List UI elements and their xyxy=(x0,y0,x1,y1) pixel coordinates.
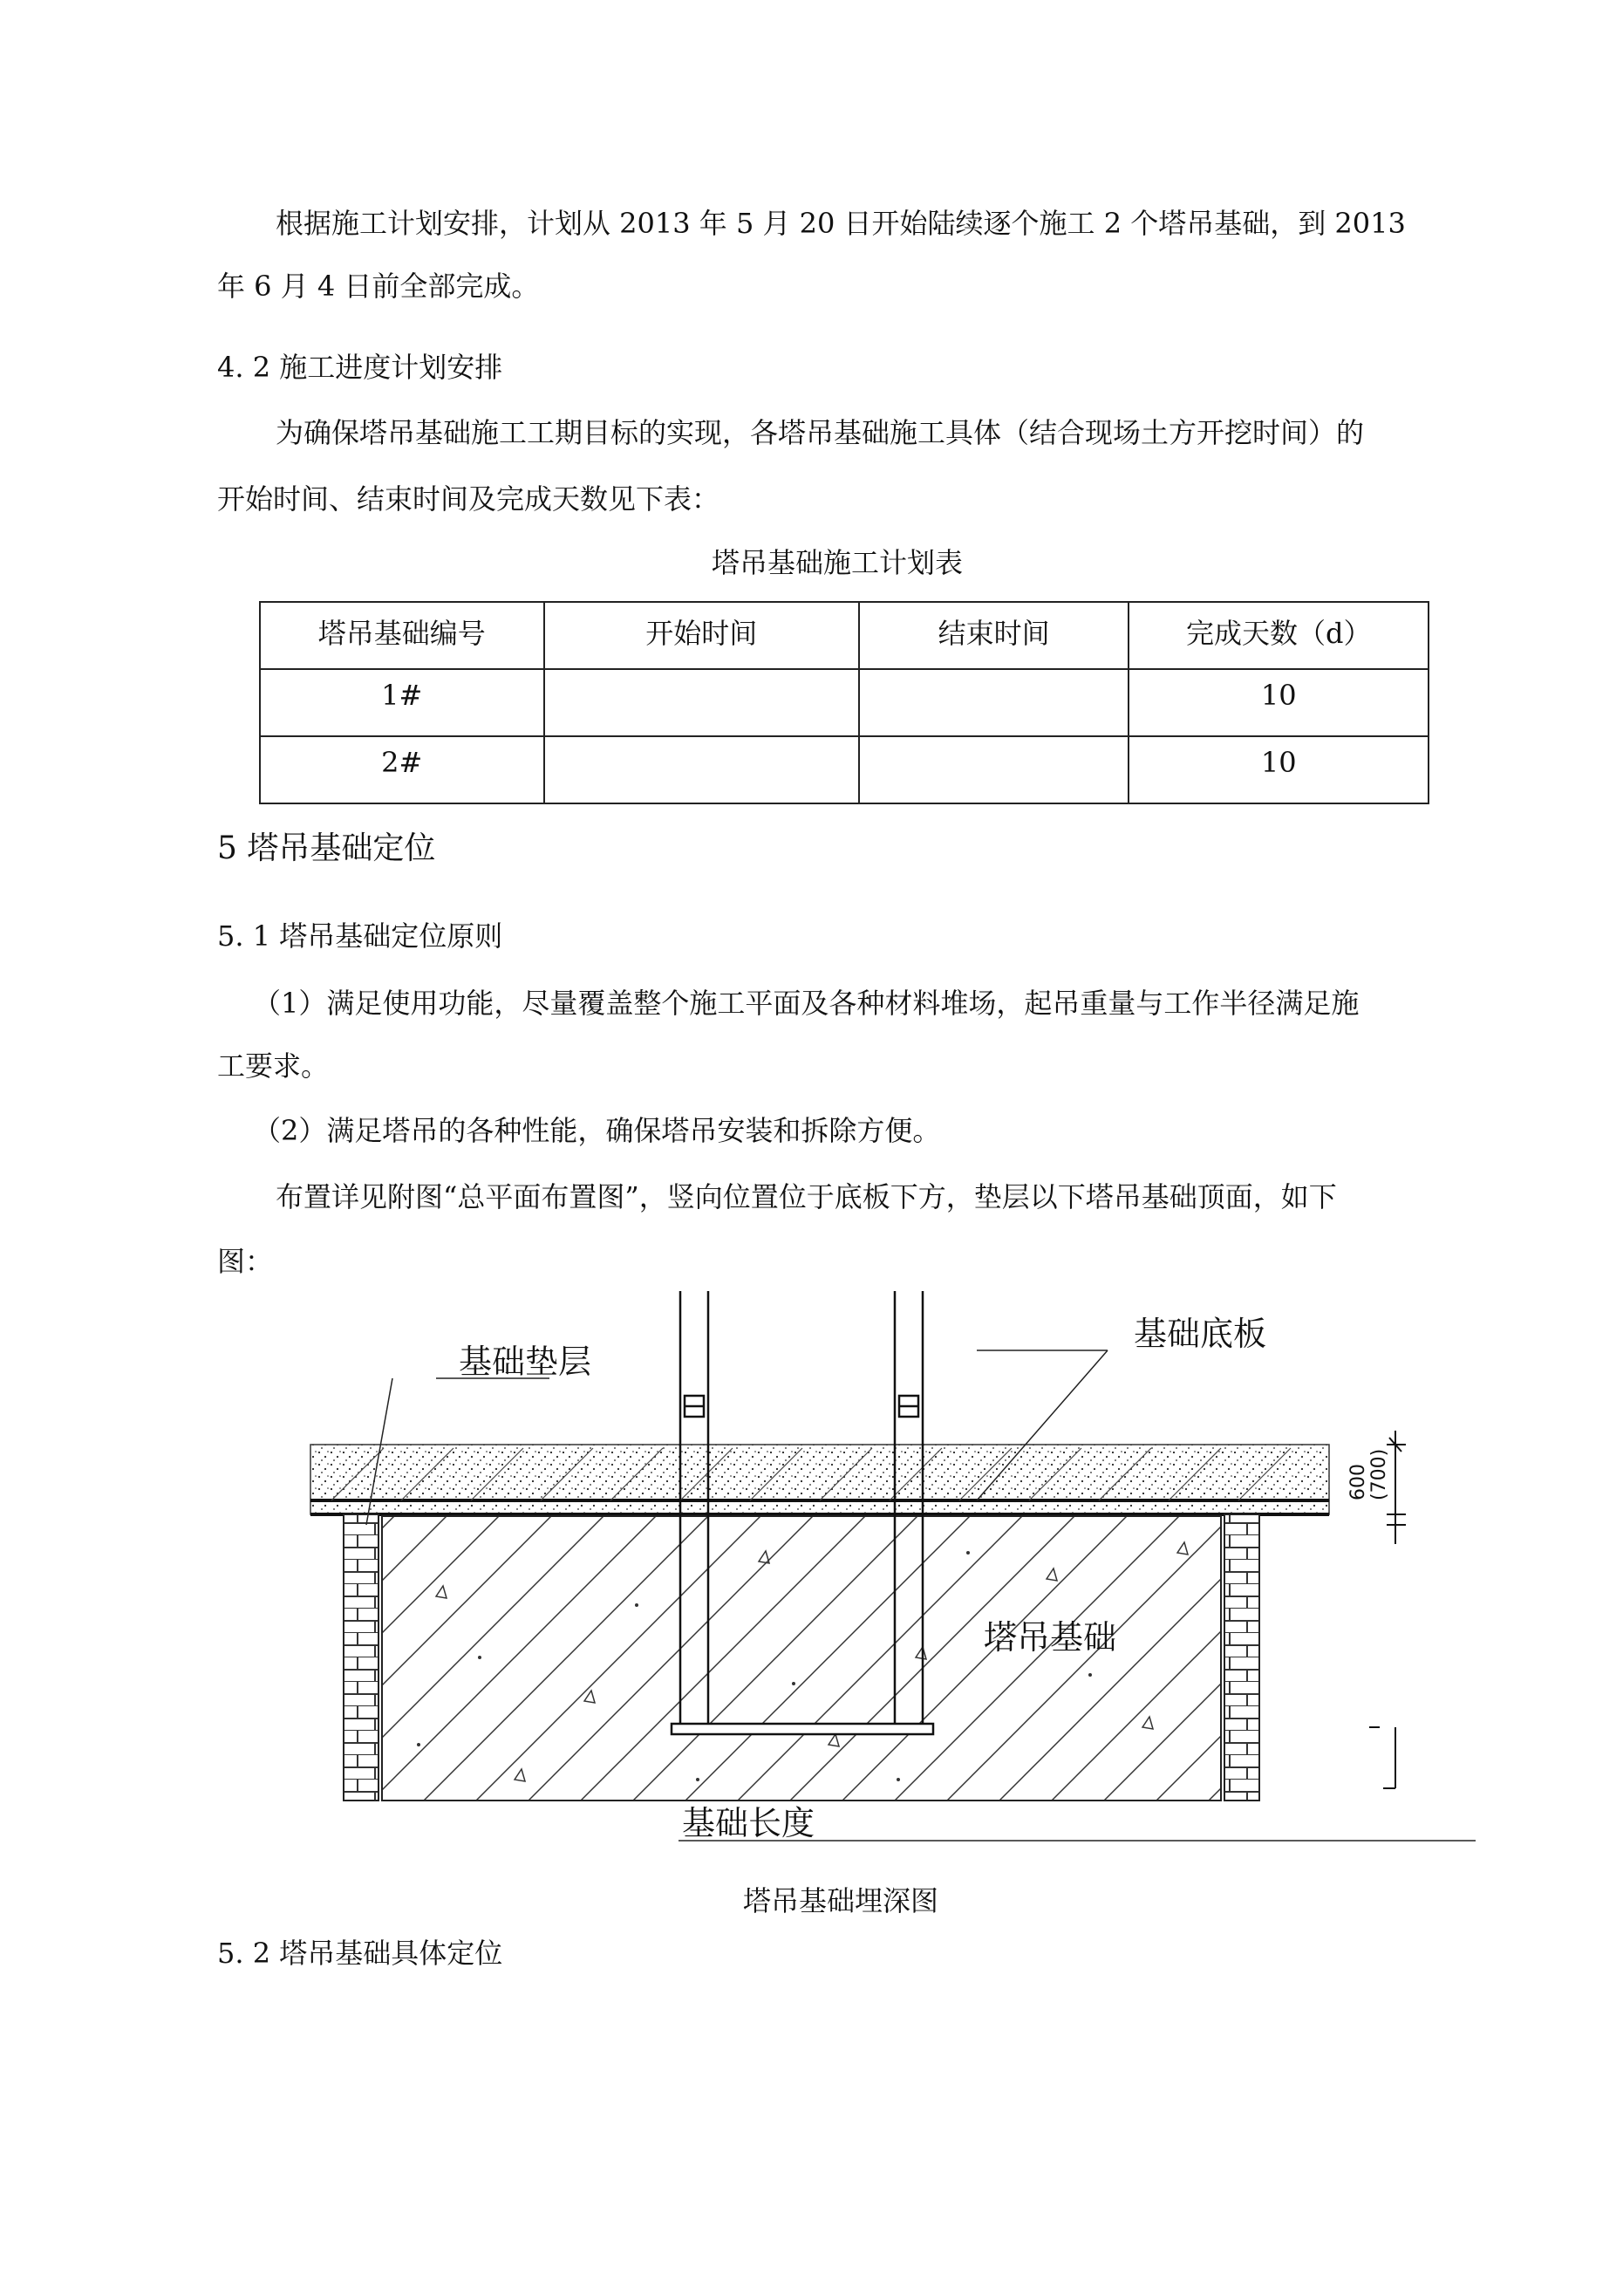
label-foundation: 塔吊基础 xyxy=(984,1618,1117,1657)
intro-paragraph-line2: 年 6 月 4 日前全部完成。 xyxy=(217,270,540,303)
section-heading-5: 5 塔吊基础定位 xyxy=(217,830,436,866)
table-header-cell: 结束时间 xyxy=(859,602,1129,669)
label-base-slab: 基础底板 xyxy=(1134,1315,1267,1353)
section-heading-5-1: 5. 1 塔吊基础定位原则 xyxy=(217,919,503,953)
table-cell xyxy=(544,736,859,803)
foundation-depth-figure xyxy=(305,1291,1491,1867)
base-slab xyxy=(310,1445,1329,1514)
label-cushion: 基础垫层 xyxy=(459,1343,592,1381)
crane-foundation xyxy=(382,1516,1221,1801)
principle-2: （2）满足塔吊的各种性能，确保塔吊安装和拆除方便。 xyxy=(253,1114,941,1147)
section-heading-4-2: 4. 2 施工进度计划安排 xyxy=(217,351,503,384)
table-cell: 10 xyxy=(1129,669,1429,736)
table-header-cell: 开始时间 xyxy=(544,602,859,669)
dim-700: (700) xyxy=(1368,1448,1390,1500)
table-cell xyxy=(544,669,859,736)
table-cell: 1# xyxy=(260,669,544,736)
layout-paragraph-line1: 布置详见附图“总平面布置图”，竖向位置位于底板下方，垫层以下塔吊基础顶面，如下 xyxy=(276,1180,1337,1213)
plan-table xyxy=(259,601,1429,804)
table-header-cell: 完成天数（d） xyxy=(1129,602,1429,669)
principle-1-line1: （1）满足使用功能，尽量覆盖整个施工平面及各种材料堆场，起吊重量与工作半径满足施 xyxy=(253,987,1360,1020)
table-caption: 塔吊基础施工计划表 xyxy=(712,546,964,579)
section-heading-5-2: 5. 2 塔吊基础具体定位 xyxy=(217,1937,503,1970)
table-header-cell: 塔吊基础编号 xyxy=(260,602,544,669)
progress-paragraph-line2: 开始时间、结束时间及完成天数见下表： xyxy=(217,482,720,516)
brick-wall-left xyxy=(344,1514,378,1801)
table-row xyxy=(260,669,1429,736)
label-length: 基础长度 xyxy=(682,1804,815,1842)
intro-paragraph-line1: 根据施工计划安排，计划从 2013 年 5 月 20 日开始陆续逐个施工 2 个塔吊基础，到 2013 xyxy=(276,207,1406,240)
table-cell xyxy=(859,736,1129,803)
table-cell: 10 xyxy=(1129,736,1429,803)
figure-caption: 塔吊基础埋深图 xyxy=(743,1884,939,1917)
layout-paragraph-line2: 图： xyxy=(217,1245,274,1278)
table-header-row xyxy=(260,602,1429,669)
principle-1-line2: 工要求。 xyxy=(217,1049,330,1083)
table-cell: 2# xyxy=(260,736,544,803)
progress-paragraph-line1: 为确保塔吊基础施工工期目标的实现，各塔吊基础施工具体（结合现场土方开挖时间）的 xyxy=(276,416,1365,449)
brick-wall-right xyxy=(1224,1514,1259,1801)
table-cell xyxy=(859,669,1129,736)
dim-600: 600 xyxy=(1347,1464,1369,1500)
table-row xyxy=(260,736,1429,803)
